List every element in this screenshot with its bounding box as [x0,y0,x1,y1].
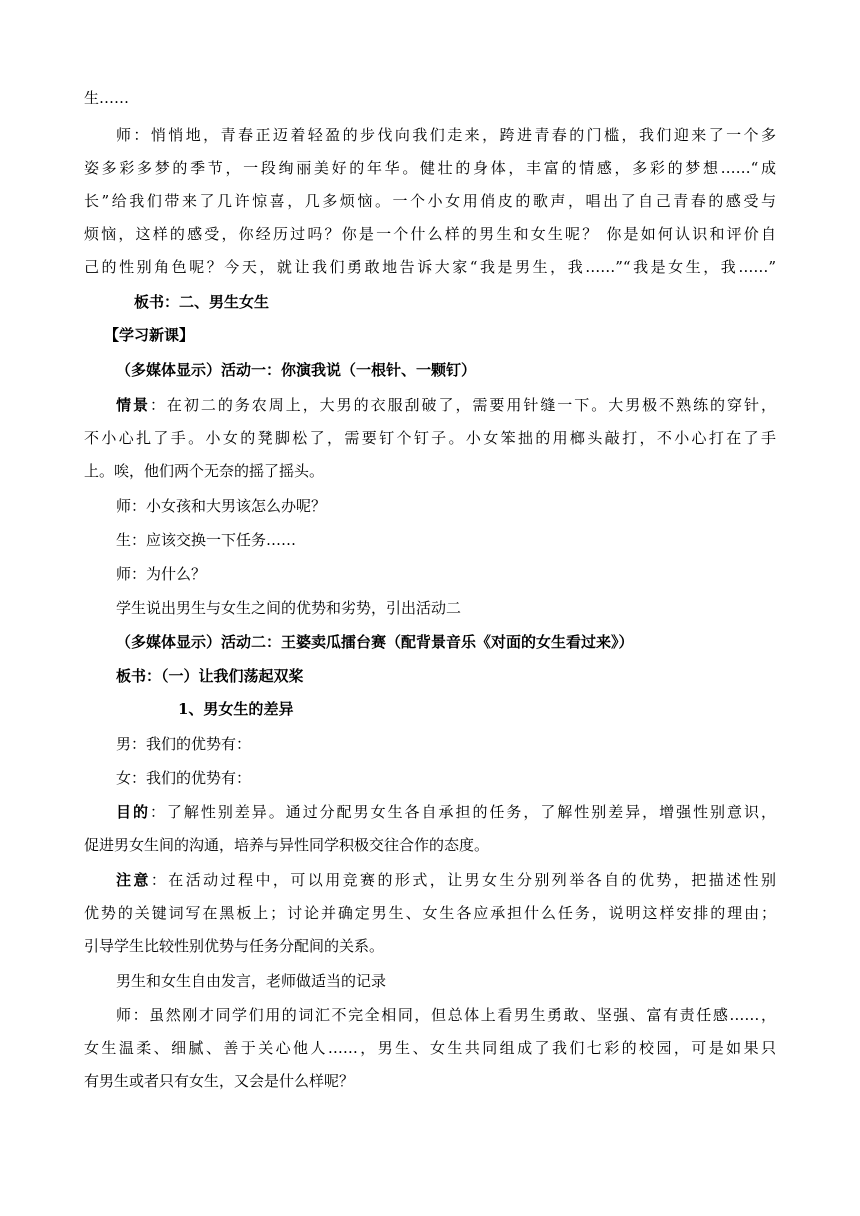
text-line [116,870,776,890]
text-line: 女生温柔、细腻、善于关心他人……，男生、女生共同组成了我们七彩的校园，可是如果只 [84,1039,776,1057]
text-line: 生：应该交换一下任务…… [116,531,297,549]
text-line: 促进男女生间的沟通，培养与异性同学积极交往合作的态度。 [84,836,490,854]
text-line: 上。唉，他们两个无奈的摇了摇头。 [84,462,325,480]
text-line: 引导学生比较性别优势与任务分配间的关系。 [84,937,385,955]
text-line [116,395,776,415]
text-line: 姿多彩多梦的季节，一段绚丽美好的年华。健壮的身体，丰富的情感，多彩的梦想……“成 [84,159,776,177]
text-fragment: ：在初二的务农周上，大男的衣服刮破了，需要用针缝一下。大男极不熟练的穿针， [149,396,776,414]
text-line: 不小心扎了手。小女的凳脚松了，需要钉个钉子。小女笨拙的用榔头敲打，不小心打在了手 [84,429,776,447]
text-line: 优势的关键词写在黑板上；讨论并确定男生、女生各应承担什么任务，说明这样安排的理由； [84,904,776,922]
label-scene: 情景 [116,396,150,414]
activity-heading: （多媒体显示）活动二：王婆卖瓜擂台赛（配背景音乐《对面的女生看过来》） [116,633,634,651]
text-line [116,802,776,822]
text-fragment: ：了解性别差异。通过分配男女生各自承担的任务，了解性别差异，增强性别意识， [149,803,776,821]
label-purpose: 目的 [116,803,150,821]
text-line: 男：我们的优势有： [116,735,252,753]
text-line: 师：小女孩和大男该怎么办呢？ [116,497,327,515]
text-line: 学生说出男生与女生之间的优势和劣势，引出活动二 [116,599,462,617]
activity-heading: （多媒体显示）活动一：你演我说（一根针、一颗钉） [116,361,477,379]
text-line: 女：我们的优势有： [116,769,252,787]
text-fragment: ：在活动过程中，可以用竞赛的形式，让男女生分别列举各自的优势，把描述性别 [150,871,776,889]
subsection-heading: 1、男女生的差异 [178,700,294,718]
text-line: 烦恼，这样的感受，你经历过吗？你是一个什么样的男生和女生呢？ 你是如何认识和评价自 [84,225,776,243]
text-line: 师：悄悄地，青春正迈着轻盈的步伐向我们走来，跨进青春的门槛，我们迎来了一个多 [116,126,776,144]
text-line: 师：为什么？ [116,565,207,583]
text-line: 长”给我们带来了几许惊喜，几多烦恼。一个小女用俏皮的歌声，唱出了自己青春的感受与 [84,192,776,210]
text-line: 师：虽然刚才同学们用的词汇不完全相同，但总体上看男生勇敢、坚强、富有责任感……， [116,1006,776,1024]
text-line: 己的性别角色呢？今天，就让我们勇敢地告诉大家“我是男生，我……”“我是女生，我……” [84,258,776,276]
board-heading: 板书：（一）让我们荡起双桨 [116,667,304,685]
text-line: 有男生或者只有女生，又会是什么样呢？ [84,1072,355,1090]
text-line: 生…… [84,89,130,107]
section-heading: 【学习新课】 [104,326,195,344]
label-note: 注意 [116,871,151,889]
board-heading: 板书：二、男生女生 [134,293,270,311]
text-line: 男生和女生自由发言，老师做适当的记录 [116,972,387,990]
